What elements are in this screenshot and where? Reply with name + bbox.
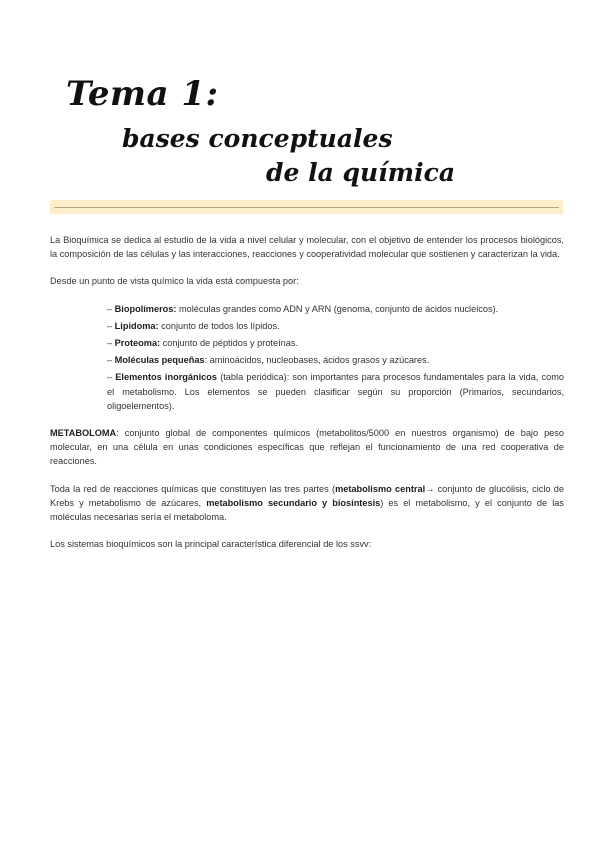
title-line-1: Tema 1: <box>66 74 219 114</box>
list-item-term: Lipidoma: <box>114 320 159 331</box>
intro-paragraph: La Bioquímica se dedica al estudio de la vida a nivel celular y molecular, con el objetivo de entender los procesos biológicos, la composición de las células y las interacciones, reacciones y cooperatividad molecular que sostienen y caracterizan la vida. <box>50 235 564 260</box>
title-divider <box>54 207 559 208</box>
composition-list <box>107 302 564 413</box>
list-item: – Elementos inorgánicos (tabla periódica): son importantes para procesos fundamentales para la vida, como el metabolismo. Los elementos se pueden clasificar según su proporción (Primarios, secundarios, oligoelementos). <box>107 372 564 411</box>
lead-paragraph: Desde un punto de vista químico la vida está compuesta por: <box>50 276 299 287</box>
metaboloma-term: METABOLOMA <box>50 428 117 439</box>
network-paragraph: Toda la red de reacciones químicas que constituyen las tres partes (metabolismo central→ conjunto de glucólisis, ciclo de Krebs y metabolismo de azúcares, metabolismo secundario y biosíntesis) es el metabolismo, y el conjunto de las moléculas necesarias sería el metaboloma. <box>50 483 564 523</box>
list-item-term: Elementos inorgánicos <box>115 372 218 383</box>
title-line-2: bases conceptuales <box>122 124 393 153</box>
list-item-term: Moléculas pequeñas <box>114 355 205 366</box>
list-item-term: Proteoma: <box>114 338 161 349</box>
list-item-desc: conjunto de péptidos y proteínas. <box>160 338 299 349</box>
closing-paragraph: Los sistemas bioquímicos son la principal característica diferencial de los ssvv: <box>50 539 372 550</box>
list-item: – Proteoma: conjunto de péptidos y proteínas. <box>107 338 299 349</box>
list-item: – Lipidoma: conjunto de todos los lípidos. <box>107 320 280 331</box>
document-body <box>50 233 564 564</box>
list-item-desc: moléculas grandes como ADN y ARN (genoma, conjunto de ácidos nucleicos). <box>176 303 499 314</box>
list-item: – Moléculas pequeñas: aminoácidos, nucleobases, ácidos grasos y azúcares. <box>107 355 430 366</box>
list-item-desc: (tabla periódica): son importantes para procesos fundamentales para la vida, como el metabolismo. Los elementos se pueden clasificar según su proporción (Primarios, secundarios, oligoelementos). <box>107 372 564 411</box>
title-line-3: de la química <box>266 158 456 187</box>
list-item-desc: : aminoácidos, nucleobases, ácidos grasos y azúcares. <box>204 355 430 366</box>
document-title <box>0 0 600 200</box>
list-item-desc: conjunto de todos los lípidos. <box>158 320 280 331</box>
metaboloma-paragraph: METABOLOMA: conjunto global de componentes químicos (metabolitos/5000 en nuestros organismo) de bajo peso molecular, en una célula en unas condiciones específicas que reflejan el funcionamiento de una red cooperativa de reacciones. <box>50 428 564 467</box>
list-item-term: Biopolímeros: <box>114 303 177 314</box>
list-item: – Biopolímeros: moléculas grandes como ADN y ARN (genoma, conjunto de ácidos nucleicos). <box>107 303 499 314</box>
